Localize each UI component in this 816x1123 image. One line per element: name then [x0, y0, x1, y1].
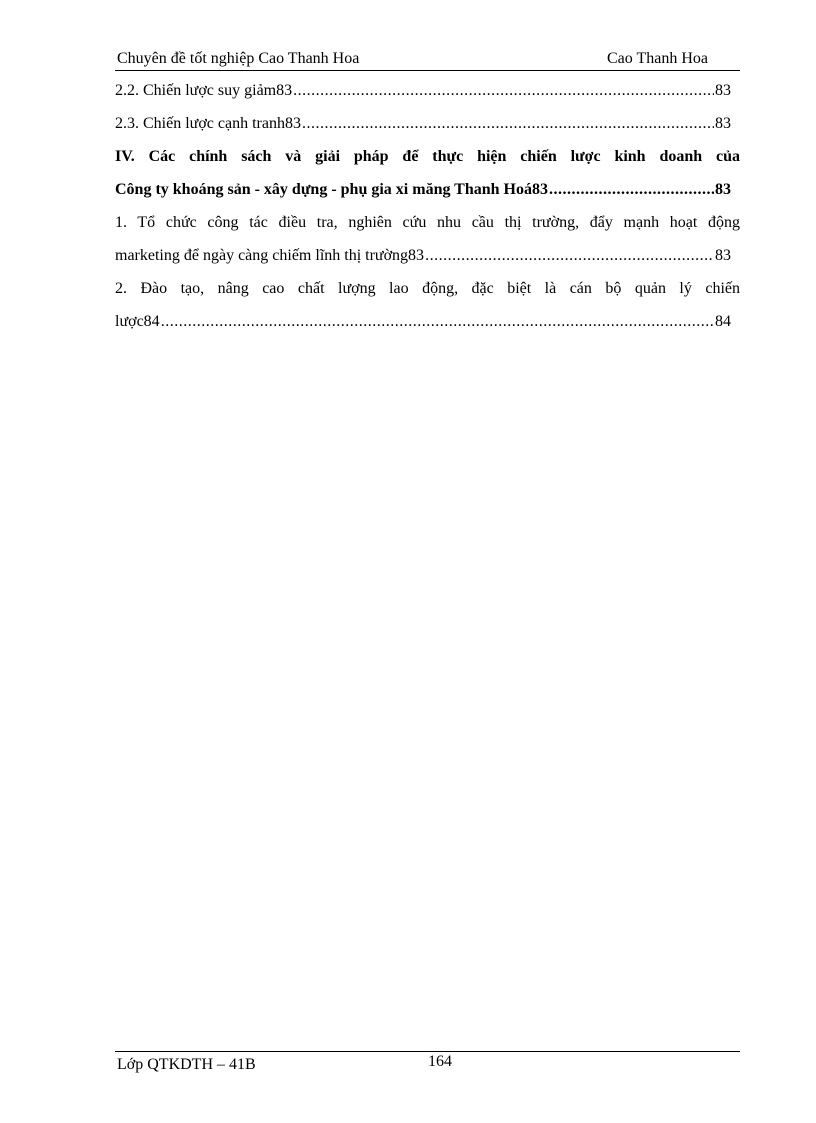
toc-leader-dots [293, 74, 714, 107]
toc-leader-dots [549, 173, 714, 206]
page-header [115, 48, 740, 71]
toc-entry-2[interactable] [115, 272, 740, 338]
toc-leader-dots [302, 107, 714, 140]
toc-leader-dots [161, 305, 714, 338]
toc-entry-2-2[interactable] [115, 74, 740, 107]
toc-leader-dots [425, 239, 714, 272]
toc-entry-line2 [115, 305, 740, 338]
toc-entry-2-3[interactable] [115, 107, 740, 140]
toc-entry-page: 83 [715, 181, 731, 198]
toc-entry-line2 [115, 173, 740, 206]
toc-entry-line2 [115, 239, 740, 272]
footer-class-label: Lớp QTKDTH – 41B [117, 1056, 256, 1073]
toc-entry-iv[interactable] [115, 140, 740, 206]
toc-entry-text-line2: marketing để ngày càng chiếm lĩnh thị trường83 [115, 247, 425, 264]
toc-entry-text: 2.2. Chiến lược suy giảm83 [115, 82, 293, 99]
footer-divider [115, 1051, 740, 1052]
toc-entry-text: 2.3. Chiến lược cạnh tranh83 [115, 115, 301, 132]
toc-entry-1[interactable] [115, 206, 740, 272]
toc-entry-text-line2: Công ty khoáng sản - xây dựng - phụ gia xi măng Thanh Hoá83 [115, 181, 548, 198]
header-title: Chuyên đề tốt nghiệp Cao Thanh Hoa [117, 50, 360, 67]
header-author: Cao Thanh Hoa [606, 50, 708, 67]
footer-page-number: 164 [428, 1053, 452, 1070]
toc-entry-text-line1: IV. Các chính sách và giải pháp để thực hiện chiến lược kinh doanh của [115, 148, 740, 165]
table-of-contents [115, 74, 740, 338]
toc-entry-page: 83 [715, 247, 731, 264]
toc-entry-text-line1: 1. Tổ chức công tác điều tra, nghiên cứu nhu cầu thị trường, đẩy mạnh hoạt động [115, 214, 740, 231]
toc-entry-page: 84 [715, 313, 731, 330]
toc-entry-text-line2: lược84 [115, 313, 160, 330]
toc-entry-page: 83 [715, 115, 731, 132]
toc-entry-text-line1: 2. Đào tạo, nâng cao chất lượng lao động, đặc biệt là cán bộ quản lý chiến [115, 280, 740, 297]
toc-entry-page: 83 [715, 82, 731, 99]
